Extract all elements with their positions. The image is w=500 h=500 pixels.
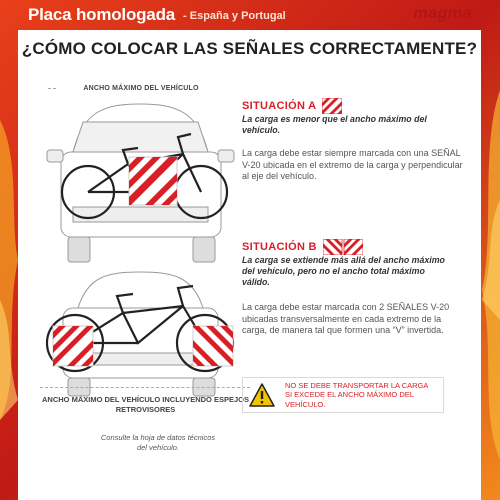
header-subtitle: - España y Portugal: [183, 10, 286, 22]
brand-logo: magma: [413, 5, 472, 22]
content-card: [18, 30, 481, 500]
situation-b-emphasis: La carga se extiende más allá del ancho máximo del vehículo, pero no el ancho total máximo válido.: [242, 255, 445, 287]
vehicle-width-mirrors-label: ANCHO MÁXIMO DEL VEHÍCULO INCLUYENDO ESPEJOS RETROVISORES: [42, 395, 249, 414]
situation-a-text: La carga debe estar siempre marcada con una SEÑAL V-20 ubicada en el extremo de la carga y perpendicular al eje del vehículo.: [242, 148, 463, 181]
warning-icon: [249, 383, 275, 407]
vehicle-width-label: ANCHO MÁXIMO DEL VEHÍCULO: [83, 85, 199, 92]
car-situation-b-illustration: [33, 268, 248, 398]
header-title: Placa homologada: [28, 5, 176, 24]
dimension-line-bottom: [40, 387, 250, 388]
double-stripe-icon: [323, 239, 363, 255]
technical-sheet-note: Consulte la hoja de datos técnicos del vehículo.: [100, 433, 216, 452]
v20-sign-right: [193, 326, 233, 366]
main-title: ¿CÓMO COLOCAR LAS SEÑALES CORRECTAMENTE?: [21, 39, 478, 58]
header-bar: [0, 0, 500, 30]
situation-a-title-text: SITUACIÓN A: [242, 100, 317, 112]
v20-sign-left: [53, 326, 93, 366]
warning-text: NO SE DEBE TRANSPORTAR LA CARGA SI EXCEDE EL ANCHO MÁXIMO DEL VEHÍCULO.: [285, 380, 428, 409]
situation-b-title: [242, 239, 363, 255]
warning-box: [242, 377, 444, 413]
single-stripe-icon: [322, 98, 342, 114]
situation-b-text: La carga debe estar marcada con 2 SEÑALES V-20 ubicadas transversalmente en cada extremo de la carga, de manera tal que formen una “V” invertida.: [242, 302, 450, 335]
car-situation-a-illustration: [43, 92, 238, 267]
v20-sign: [129, 157, 177, 205]
situation-a-emphasis: La carga es menor que el ancho máximo del vehículo.: [242, 114, 427, 135]
situation-a-title: [242, 98, 342, 114]
situation-b-title-text: SITUACIÓN B: [242, 241, 317, 253]
